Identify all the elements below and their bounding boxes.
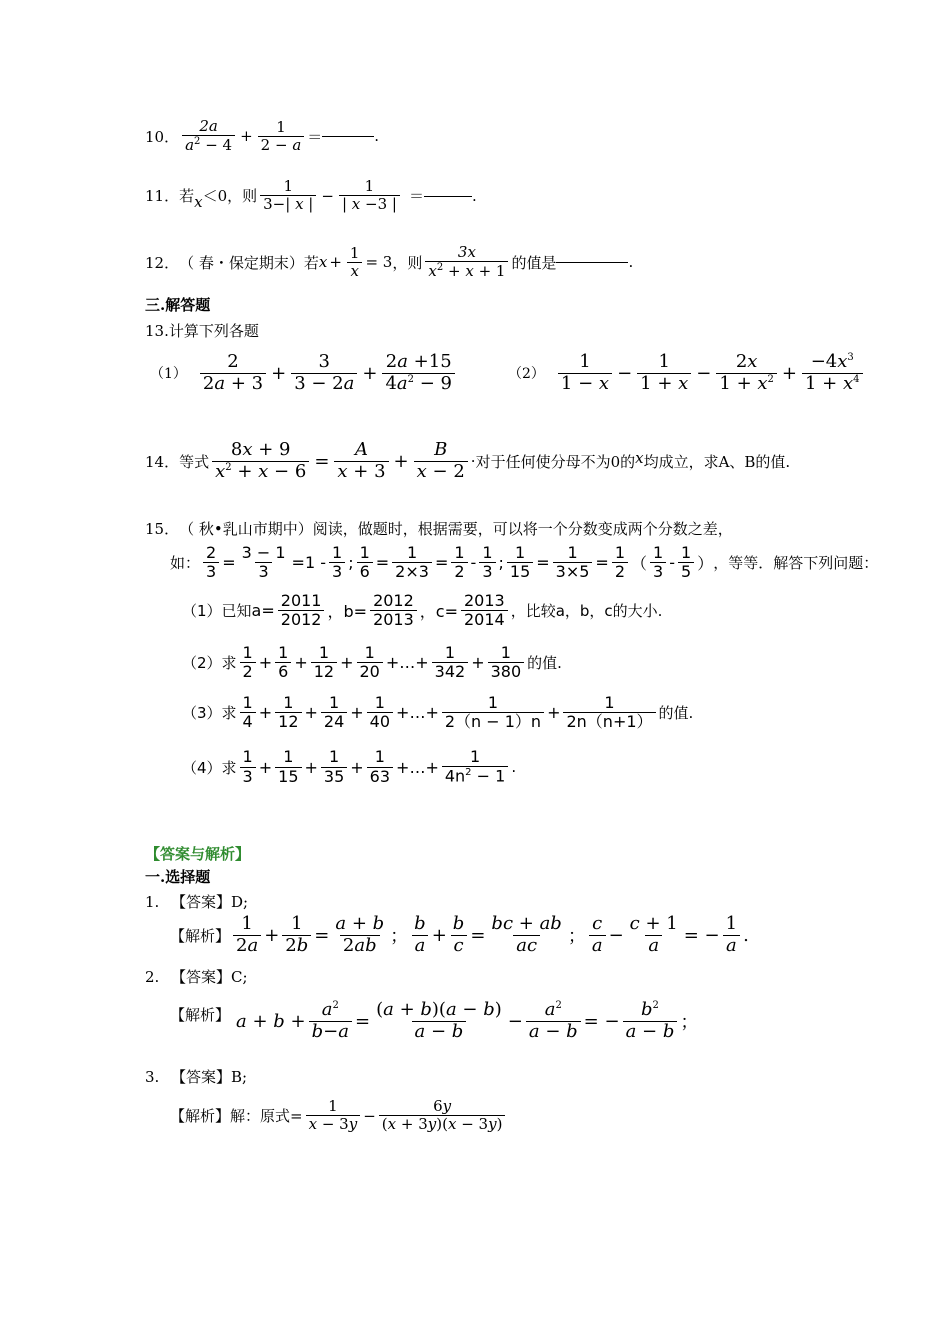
question-number: 12． — [145, 253, 180, 272]
question-11: 11． 若 x ＜0，则 $\frac{1}{3-| x |}$ − $\frac{1}{| x -3 |}$ ＝ . — [145, 177, 477, 214]
question-13-part-1: （1） $\frac{2}{2a + 3}$ + $\frac{3}{3 - 2a}$ + $\frac{2a +15}{4a^2 - 9}$ — [150, 352, 458, 394]
q15-part-1: （1）已知 a= $\frac{2011}{2012}$ ，b= $\frac{2012}{2013}$ ，c= $\frac{2013}{2014}$ ，比较a，b，c的大小. — [182, 591, 663, 630]
answer-3: 3. 【答案】 B; — [145, 1067, 248, 1086]
fraction: $\frac{2a}{a^2 - 4}$ — [182, 118, 235, 155]
fraction: $\frac{1}{| x -3 |}$ — [339, 178, 400, 214]
fraction: $\frac{1}{2 - a}$ — [258, 119, 305, 155]
q15-part-3: （3）求 $\frac{1}{4}$ + $\frac{1}{12}$ + $\frac{1}{24}$ + $\frac{1}{40}$ +…+ $\frac{1}{2(n - 1)n}$ + $\frac{1}{2n(n+1)}$ 的值. — [182, 693, 694, 732]
answers-title: 【答案与解析】 — [145, 845, 251, 863]
answer-blank — [322, 135, 374, 137]
q15-part-4: （4）求 $\frac{1}{3}$ + $\frac{1}{15}$ + $\frac{1}{35}$ + $\frac{1}{63}$ +…+ $\frac{1}{4n^2 - 1}$ . — [182, 747, 517, 786]
fraction: $\frac{3x}{x^2 + x + 1}$ — [425, 244, 508, 281]
question-13-part-2: （2） $\frac{1}{1 - x}$ − $\frac{1}{1 + x}$ − $\frac{2x}{1 + x^2}$ + $\frac{-4x^3}{1 + x^4}$ — [508, 352, 866, 394]
answer-blank — [424, 195, 472, 197]
answer-2-explanation: 【解析】 a + b + $\frac{a^2}{b-a}$ = $\frac{(a + b)(a - b)}{a - b}$ − $\frac{a^2}{a - b}$ = − $\frac{b^2}{a - b}$ ； — [170, 999, 699, 1042]
question-15: 15． （ 秋•乳山市期中）阅读，做题时，根据需要，可以将一个分数变成两个分数之差， — [145, 520, 733, 538]
answer-3-explanation: 【解析】 解：原式= $\frac{1}{x - 3y}$ − $\frac{6y}{(x + 3y)(x - 3y)}$ — [170, 1098, 508, 1134]
answer-2: 2. 【答案】 C; — [145, 967, 248, 986]
fraction: $\frac{1}{x}$ — [347, 245, 363, 281]
question-number: 11． — [145, 187, 180, 206]
question-number: 14． — [145, 452, 180, 471]
q15-example: 如： $\frac{2}{3}$ = $\frac{3 - 1}{3}$ =1 - $\frac{1}{3}$ ; $\frac{1}{6}$ = $\frac{1}{2\times 3}$ = $\frac{1}{2}$ - $\frac{1}{3}$ ; $\frac{1}{15}$ = $\frac{1}{3\times 5}$ = $\frac{1}{2}$ （ $\frac{1}{3}$ - $\frac{1}{5}$ ） ，等等．解答下列问题： — [170, 543, 879, 582]
question-13-title: 13.计算下列各题 — [145, 322, 259, 340]
section-title: 三.解答题 — [145, 296, 211, 314]
answer-blank — [556, 261, 628, 263]
answer-1: 1. 【答案】 D; — [145, 892, 249, 911]
question-number: 15． — [145, 520, 180, 538]
question-14: 14． 等式 $\frac{8x + 9}{x^2 + x - 6}$ = $\frac{A}{x + 3}$ + $\frac{B}{x - 2}$ · 对于任何使分母不为0的 x 均成立，求A、B的值. — [145, 439, 791, 482]
question-12: 12． （ 春・保定期末）若 x + $\frac{1}{x}$ = 3 ，则 $\frac{3x}{x^2 + x + 1}$ 的值是 . — [145, 243, 634, 281]
fraction: $\frac{1}{3-| x |}$ — [260, 178, 316, 214]
q15-part-2: （2）求 $\frac{1}{2}$ + $\frac{1}{6}$ + $\frac{1}{12}$ + $\frac{1}{20}$ +…+ $\frac{1}{342}$ + $\frac{1}{380}$ 的值. — [182, 643, 562, 682]
answer-1-explanation: 【解析】 $\frac{1}{2a}$ + $\frac{1}{2b}$ = $\frac{a + b}{2ab}$ ； $\frac{b}{a}$ + $\frac{b}{c}$ = $\frac{bc + ab}{ac}$ ； $\frac{c}{a}$ − $\frac{c + 1}{a}$ = − $\frac{1}{a}$ . — [170, 913, 749, 956]
question-10: 10． $\frac{2a}{a^2 - 4}$ + $\frac{1}{2 - a}$ ＝ . — [145, 117, 380, 155]
question-number: 10． — [145, 127, 180, 146]
answers-section-title: 一.选择题 — [145, 868, 211, 886]
